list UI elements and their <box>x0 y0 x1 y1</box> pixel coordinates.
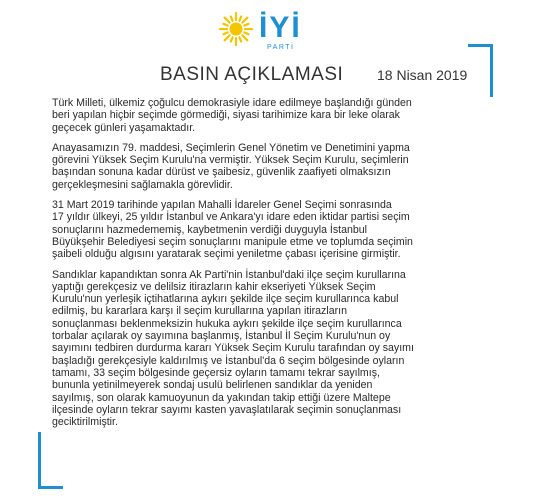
paragraph-line: edilmiş, bu kararlara karşı il seçim kurullarına yapılan itirazların <box>52 305 347 318</box>
logo-subtext: PARTİ <box>267 44 295 51</box>
party-logo <box>219 10 329 58</box>
logo-text: İYİ <box>259 11 302 44</box>
paragraph-line: sonuçlanması beklenmeksizin hukuka aykırı şekilde ilçe seçim kurullarınca <box>52 317 402 330</box>
bottom-left-bracket <box>38 432 63 489</box>
paragraph-line: Anayasamızın 79. maddesi, Seçimlerin Genel Yönetim ve Denetimini yapma <box>52 141 410 154</box>
release-date: 18 Nisan 2019 <box>377 67 468 83</box>
paragraph-line: yaptığı gerekçesiz ve delilsiz itirazların kahir ekseriyeti Yüksek Seçim <box>52 280 376 293</box>
paragraph-line: ilçesinde oyların tekrar sayımı kasten yavaşlatılarak seçimin sonuçlanması <box>52 403 402 416</box>
paragraph-line: gerçekleşmesini sağlamakla görevlidir. <box>52 178 233 191</box>
paragraph-line: geçecek günleri yaşamaktadır. <box>52 121 196 134</box>
paragraph-line: başından sonuna kadar dürüst ve şaibesiz, güvenlik zaafiyeti olmaksızın <box>52 166 391 179</box>
paragraph <box>52 269 500 429</box>
paragraph-line: 17 yıldır ülkeyi, 25 yıldır İstanbul ve Ankara'yı idare eden iktidar partisi seçim <box>52 211 410 224</box>
paragraph-line: Kurulu'nun yerleşik içtihatlarına aykırı şekilde ilçe seçim kurullarınca kabul <box>52 293 399 306</box>
paragraph-line: görevini Yüksek Seçim Kurulu'na vermiştir. Yüksek Seçim Kurulu, seçimlerin <box>52 154 409 167</box>
paragraph <box>52 142 500 191</box>
paragraph-line: Türk Milleti, ülkemiz çoğulcu demokrasiyle idare edilmeye başlandığı günden <box>52 97 412 109</box>
paragraph <box>52 199 500 260</box>
paragraph-line: şaibeli olduğu algısını yaratarak seçimi yeniletme çabası içerisine girmiştir. <box>52 248 401 261</box>
press-release-body <box>52 97 500 436</box>
paragraph <box>52 97 500 134</box>
page-title: BASIN AÇIKLAMASI <box>160 64 344 85</box>
paragraph-line: geciktirilmiştir. <box>52 416 118 429</box>
paragraph-line: Sandıklar kapandıktan sonra Ak Parti'nin İstanbul'daki ilçe seçim kurullarına <box>52 268 406 281</box>
paragraph-line: tamamı, 33 seçim bölgesinde geçersiz oyların tamamı tekrar sayılmış, <box>52 366 380 379</box>
paragraph-line: sonuçlarını hazmedememiş, kaybetmenin verdiği duyguyla İstanbul <box>52 223 368 236</box>
paragraph-line: bununla yetinilmeyerek sondaj usulü belirlenen sandıklar da yeniden <box>52 379 373 392</box>
paragraph-line: Büyükşehir Belediyesi seçim sonuçlarını manipule etme ve toplumda seçimin <box>52 235 413 248</box>
paragraph-line: beri yapılan hiçbir seçimde görmediği, siyasi tarihimize kara bir leke olarak <box>52 109 400 122</box>
top-right-bracket <box>468 44 493 97</box>
paragraph-line: torbalar açılarak oy sayımına başlanmış, İstanbul İl Seçim Kurulu'nun oy <box>52 330 391 343</box>
paragraph-line: sayımını tedbiren durdurma kararı Yüksek Seçim Kurulu tarafından oy sayımı <box>52 342 414 355</box>
sun-icon <box>219 12 253 46</box>
paragraph-line: 31 Mart 2019 tarihinde yapılan Mahalli İdareler Genel Seçimi sonrasında <box>52 199 392 212</box>
paragraph-line: başladığı gerekçesiyle kaldırılmış ve İstanbul'da 6 seçim bölgesinde oyların <box>52 354 405 367</box>
paragraph-line: sayılmış, son olarak kamuoyunun da yakından takip ettiği üzere Maltepe <box>52 391 391 404</box>
